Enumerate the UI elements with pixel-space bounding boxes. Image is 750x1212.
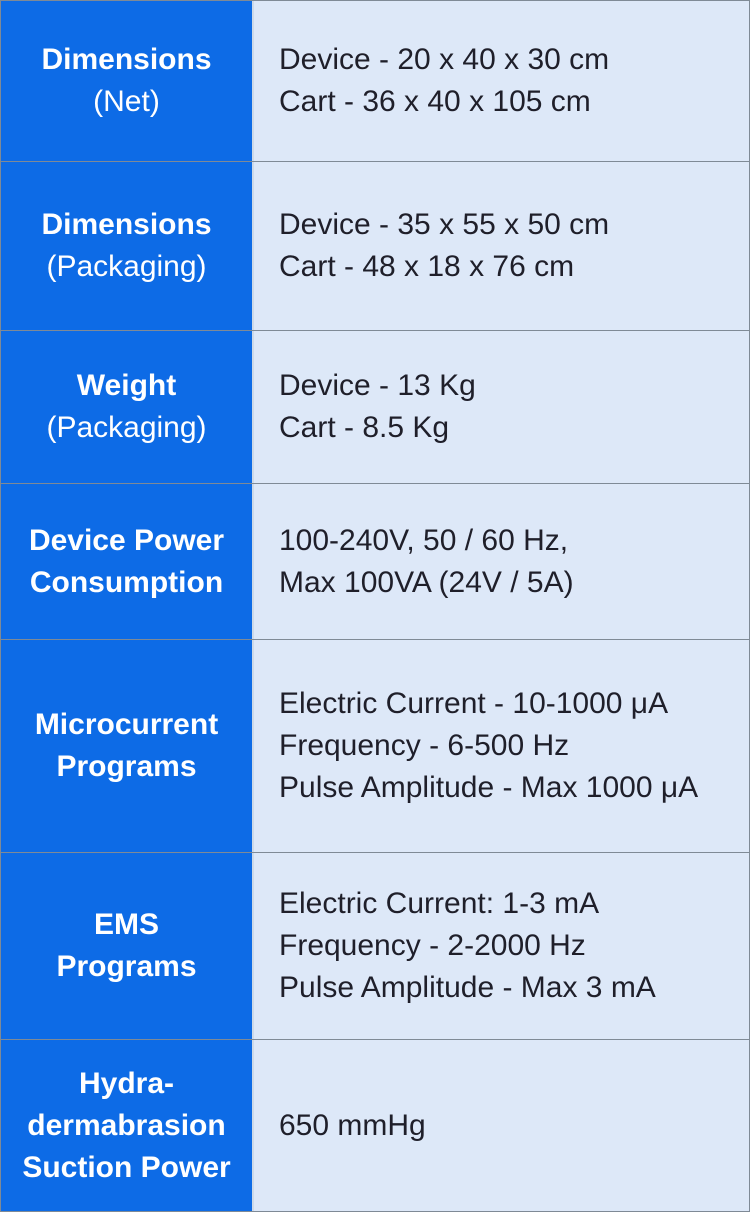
spec-label: Weight xyxy=(76,369,177,402)
spec-value-cell xyxy=(254,484,749,639)
spec-value: Electric Current - 10-1000 μA xyxy=(279,687,669,720)
spec-row-weight-packaging xyxy=(1,330,749,483)
spec-label: Microcurrent xyxy=(34,708,219,741)
spec-label: EMS xyxy=(93,908,159,941)
spec-label-cell xyxy=(1,484,254,639)
spec-label-qualifier: (Packaging) xyxy=(46,411,207,444)
spec-label: Programs xyxy=(56,950,197,983)
spec-label-qualifier: (Packaging) xyxy=(46,250,207,283)
spec-value: Device - 20 x 40 x 30 cm xyxy=(279,43,610,76)
spec-row-device-power-consumption xyxy=(1,483,749,639)
spec-value-cell xyxy=(254,331,749,483)
spec-value: Device - 35 x 55 x 50 cm xyxy=(279,208,610,241)
spec-label: Consumption xyxy=(29,565,224,599)
spec-label-cell xyxy=(1,1,254,161)
spec-label: Programs xyxy=(56,750,197,783)
spec-value: Cart - 8.5 Kg xyxy=(279,411,450,444)
spec-value: Electric Current: 1-3 mA xyxy=(279,887,600,920)
spec-row-ems-programs xyxy=(1,852,749,1039)
spec-value: Pulse Amplitude - Max 1000 μA xyxy=(279,771,699,804)
spec-label: Dimensions xyxy=(41,43,212,76)
spec-value-cell xyxy=(254,1,749,161)
spec-row-dimensions-net xyxy=(1,1,749,161)
spec-label: Dimensions xyxy=(41,208,212,241)
spec-label-qualifier: (Net) xyxy=(93,85,160,118)
spec-value-cell xyxy=(254,1040,749,1211)
spec-value: Device - 13 Kg xyxy=(279,369,476,402)
spec-label-cell xyxy=(1,640,254,852)
spec-value-cell xyxy=(254,162,749,330)
spec-label: Device Power xyxy=(28,523,225,557)
spec-value-cell xyxy=(254,853,749,1039)
spec-row-hydradermabrasion-suction-power xyxy=(1,1039,749,1211)
spec-value: 100-240V, 50 / 60 Hz, xyxy=(279,523,569,557)
spec-value: Frequency - 6-500 Hz xyxy=(279,729,570,762)
spec-label: dermabrasion xyxy=(27,1108,226,1142)
spec-label: Hydra- xyxy=(78,1066,175,1100)
spec-label-cell xyxy=(1,853,254,1039)
spec-label-cell xyxy=(1,1040,254,1211)
spec-row-dimensions-packaging xyxy=(1,161,749,330)
spec-value-cell xyxy=(254,640,749,852)
spec-label-cell xyxy=(1,162,254,330)
spec-value: 650 mmHg xyxy=(279,1108,426,1142)
spec-value: Max 100VA (24V / 5A) xyxy=(279,565,574,599)
spec-label-cell xyxy=(1,331,254,483)
spec-value: Cart - 36 x 40 x 105 cm xyxy=(279,85,591,118)
spec-value: Cart - 48 x 18 x 76 cm xyxy=(279,250,575,283)
spec-value: Frequency - 2-2000 Hz xyxy=(279,929,586,962)
spec-row-microcurrent-programs xyxy=(1,639,749,852)
spec-label: Suction Power xyxy=(22,1150,231,1184)
spec-value: Pulse Amplitude - Max 3 mA xyxy=(279,971,656,1004)
